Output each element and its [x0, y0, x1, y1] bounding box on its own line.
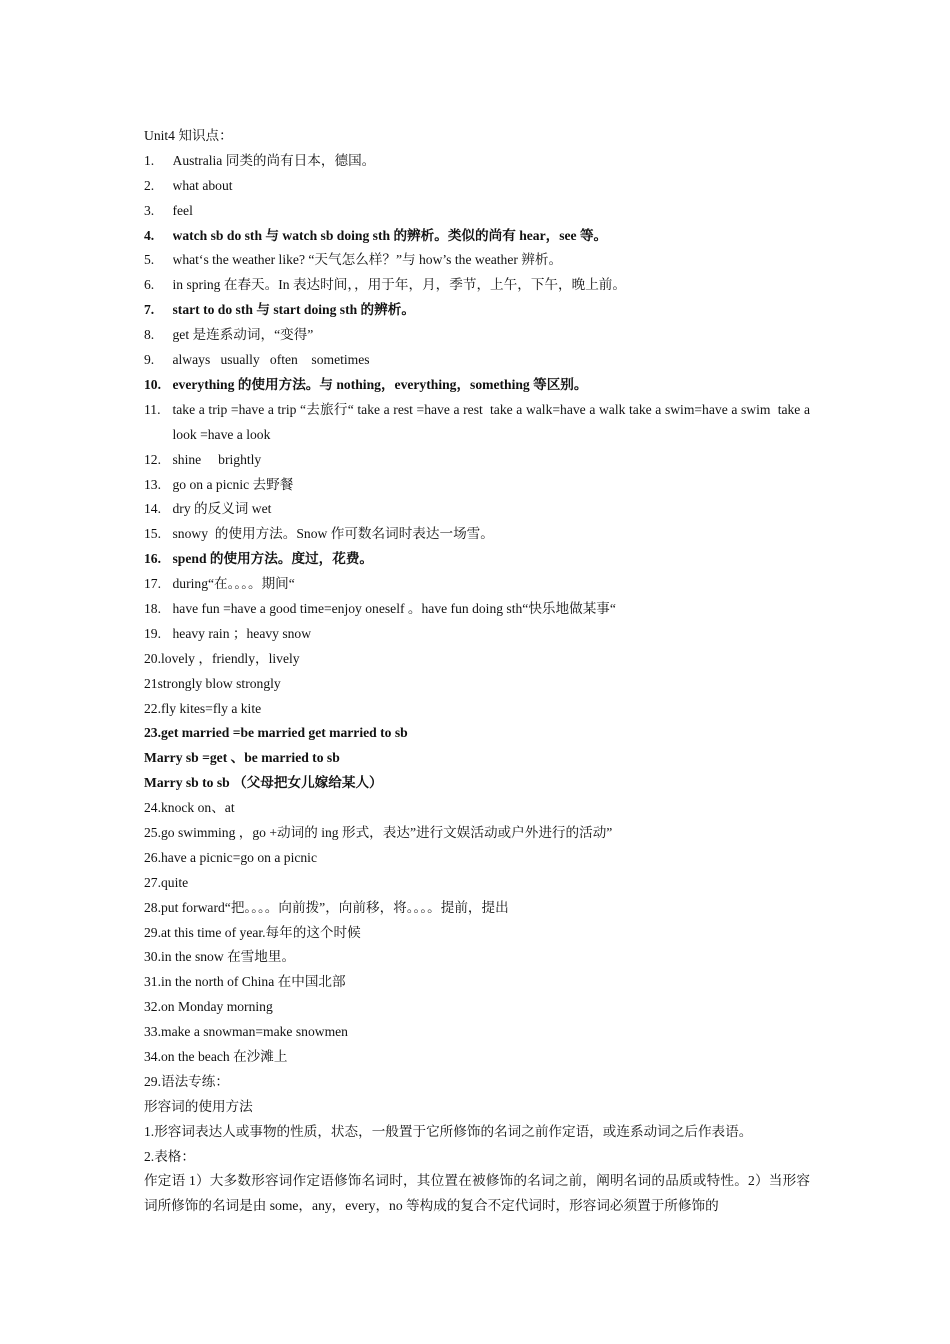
text-line: Marry sb to sb （父母把女儿嫁给某人） — [144, 775, 383, 791]
document-heading: Unit4 知识点： — [144, 128, 233, 143]
text-line: 21strongly blow strongly — [144, 675, 281, 691]
text-line: 25.go swimming ，go +动词的 ing 形式，表达”进行文娱活动或户外进行的活动” — [144, 824, 613, 840]
list-item: 17. during“在。。。。期间“ — [144, 576, 295, 592]
text-line: 34.on the beach 在沙滩上 — [144, 1048, 288, 1064]
list-item: 4. watch sb do sth 与 watch sb doing sth 的辨析。类似的尚有 hear，see 等。 — [144, 227, 608, 243]
list-item: 1. Australia 同类的尚有日本，德国。 — [144, 152, 376, 168]
text-line: 24.knock on、at — [144, 800, 235, 816]
list-item: 9. always usually often sometimes — [144, 352, 370, 368]
list-item: 7. start to do sth 与 start doing sth 的辨析。 — [144, 302, 415, 318]
list-item: 13. go on a picnic 去野餐 — [144, 476, 294, 492]
text-line: 2.表格： — [144, 1148, 195, 1164]
list-item: 10. everything 的使用方法。与 nothing，everything，something 等区别。 — [144, 376, 588, 392]
list-item: 3. feel — [144, 202, 193, 218]
text-line: 32.on Monday morning — [144, 999, 273, 1015]
section-heading-adjectives: 形容词的使用方法 — [144, 1098, 253, 1114]
list-item: 14. dry 的反义词 wet — [144, 501, 272, 517]
section-heading-grammar: 29.语法专练： — [144, 1073, 229, 1089]
text-line: 28.put forward“把。。。。向前拨”，向前移，将。。。。提前，提出 — [144, 899, 509, 915]
text-line: 27.quite — [144, 874, 189, 890]
body-paragraph: 作定语 1）大多数形容词作定语修饰名词时，其位置在被修饰的名词之前，阐明名词的品质或特性。2）当形容词所修饰的名词是由 some，any，every，no 等构成的复合不定代词时，形容词必须置于所修饰的 — [144, 1173, 810, 1214]
text-line: 20.lovely ，friendly，lively — [144, 650, 300, 666]
text-line: 23.get married =be married get married to sb — [144, 725, 408, 741]
list-item: 15. snowy 的使用方法。Snow 作可数名词时表达一场雪。 — [144, 526, 494, 542]
list-item: 19. heavy rain ；heavy snow — [144, 625, 312, 641]
text-line: 1.形容词表达人或事物的性质，状态，一般置于它所修饰的名词之前作定语，或连系动词之后作表语。 — [144, 1123, 753, 1139]
list-item: 6. in spring 在春天。In 表达时间，，用于年，月，季节，上午，下午，晚上前。 — [144, 277, 626, 293]
text-line: 29.at this time of year.每年的这个时候 — [144, 924, 361, 940]
text-line: Marry sb =get 、be married to sb — [144, 750, 340, 766]
list-item: 16. spend 的使用方法。度过，花费。 — [144, 551, 374, 567]
text-line: 33.make a snowman=make snowmen — [144, 1024, 348, 1040]
list-item: 2. what about — [144, 177, 233, 193]
list-item: 5. what‘s the weather like? “天气怎么样？”与 how’s the weather 辨析。 — [144, 252, 563, 268]
list-item: 18. have fun =have a good time=enjoy oneself 。have fun doing sth“快乐地做某事“ — [144, 600, 616, 616]
list-item: 12. shine brightly — [144, 451, 262, 467]
text-line: 31.in the north of China 在中国北部 — [144, 974, 346, 990]
text-line: 30.in the snow 在雪地里。 — [144, 949, 296, 965]
list-item: 11. take a trip =have a trip “去旅行“ take a rest =have a rest take a walk=have a walk take a swim=have a swim take a look =have a look — [144, 401, 814, 442]
text-line: 26.have a picnic=go on a picnic — [144, 849, 317, 865]
text-line: 22.fly kites=fly a kite — [144, 700, 262, 716]
list-item: 8. get 是连系动词，“变得” — [144, 327, 314, 343]
